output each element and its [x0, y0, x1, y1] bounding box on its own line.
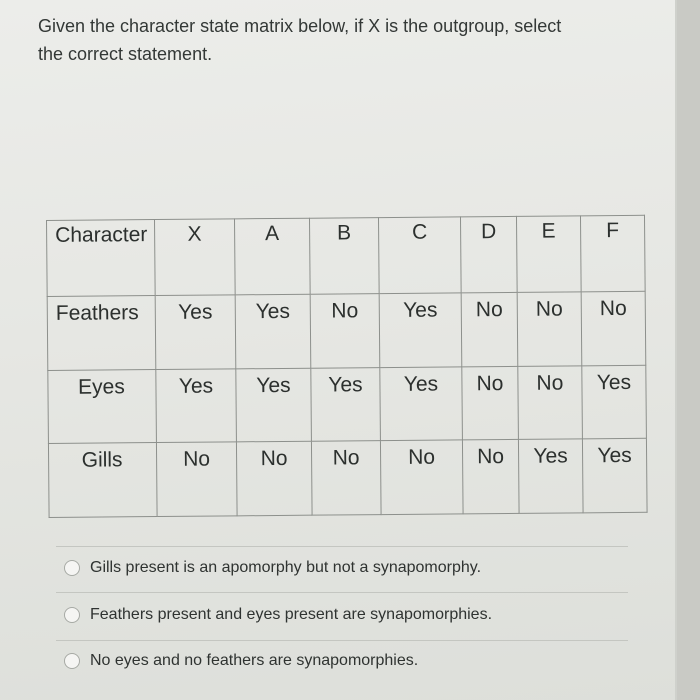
- radio-button[interactable]: [64, 560, 80, 576]
- taxon-header: X: [155, 219, 236, 296]
- matrix-row-gills: [48, 439, 647, 518]
- state-cell: No: [380, 440, 463, 514]
- character-label: Gills: [48, 443, 157, 518]
- taxon-header: B: [309, 218, 379, 295]
- answer-option-3[interactable]: [64, 648, 418, 674]
- option-divider: [56, 592, 628, 593]
- state-cell: Yes: [236, 368, 312, 442]
- answer-option-label[interactable]: Gills present is an apomorphy but not a synapomorphy.: [90, 559, 482, 576]
- state-cell: Yes: [235, 294, 311, 368]
- state-cell: Yes: [379, 293, 462, 367]
- character-state-matrix: [46, 215, 648, 518]
- answer-option-label[interactable]: No eyes and no feathers are synapomorphies.: [90, 652, 419, 669]
- state-cell: No: [311, 441, 381, 515]
- matrix-header-row: [47, 215, 646, 296]
- option-divider: [56, 546, 628, 547]
- background-margin: [677, 0, 700, 700]
- state-cell: No: [462, 440, 519, 514]
- state-cell: No: [156, 442, 237, 516]
- character-label: Feathers: [47, 296, 156, 371]
- state-cell: Yes: [582, 365, 647, 439]
- state-cell: No: [518, 365, 583, 439]
- state-cell: No: [461, 292, 518, 366]
- radio-button[interactable]: [64, 607, 80, 623]
- answer-option-2[interactable]: [64, 602, 492, 628]
- state-cell: No: [517, 292, 582, 366]
- answer-option-label[interactable]: Feathers present and eyes present are synapomorphies.: [90, 606, 493, 623]
- state-cell: Yes: [156, 369, 237, 443]
- matrix-row-eyes: [48, 365, 647, 444]
- question-line-2: the correct statement.: [38, 44, 213, 64]
- state-cell: Yes: [311, 367, 381, 441]
- state-cell: No: [462, 366, 519, 440]
- answer-option-1[interactable]: [64, 555, 481, 581]
- taxon-header: F: [580, 215, 645, 292]
- state-cell: Yes: [155, 295, 236, 369]
- state-cell: Yes: [582, 439, 647, 513]
- matrix-corner-header: Character: [47, 220, 156, 297]
- taxon-header: D: [460, 216, 517, 292]
- taxon-header: C: [378, 217, 461, 294]
- option-divider: [56, 640, 628, 641]
- character-label: Eyes: [48, 369, 157, 444]
- taxon-header: E: [516, 216, 581, 293]
- radio-button[interactable]: [64, 653, 80, 669]
- state-cell: No: [236, 442, 312, 516]
- state-cell: Yes: [380, 367, 463, 441]
- state-cell: Yes: [518, 439, 583, 513]
- matrix-row-feathers: [47, 291, 646, 370]
- taxon-header: A: [234, 218, 310, 295]
- state-cell: No: [310, 294, 380, 368]
- question-line-1: Given the character state matrix below, if X is the outgroup, select: [38, 16, 562, 36]
- state-cell: No: [581, 291, 646, 365]
- question-text: [38, 12, 658, 68]
